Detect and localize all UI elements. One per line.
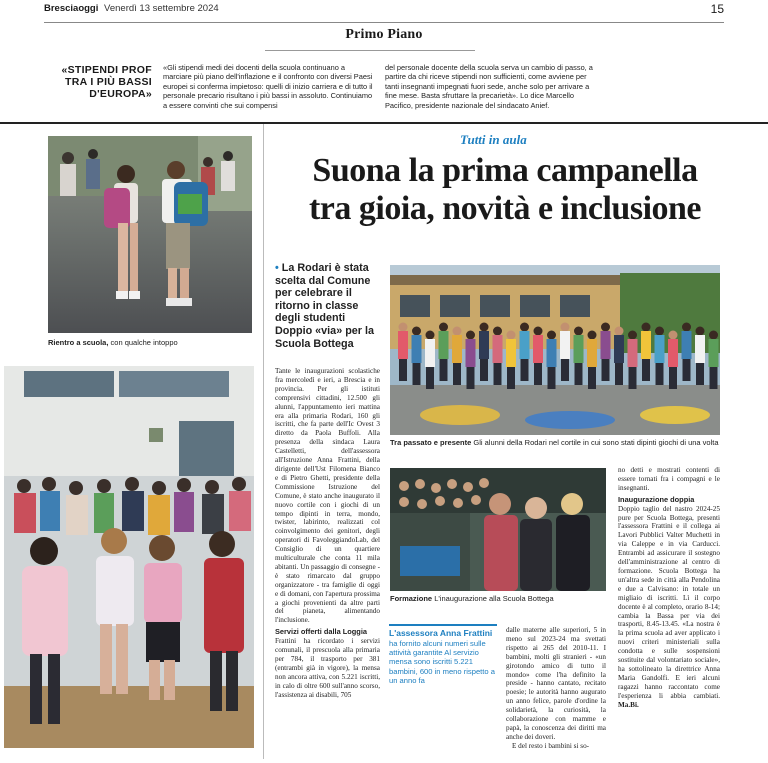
column-divider xyxy=(263,124,264,759)
article-column-3-top: no detti e mostrati contenti di essere tornati fra i compagni e le insegnanti. xyxy=(618,466,720,492)
photo-formazione xyxy=(390,468,606,591)
subhead-servizi: Servizi offerti dalla Loggia xyxy=(275,627,367,637)
caption-small xyxy=(390,594,606,603)
headline-line-1: Suona la prima campanella xyxy=(312,152,698,189)
quote-column-2: del personale docente della scuola serva un cambio di passo, a partire da chi riceve stipendi non sufficienti, come avviene per tanti insegnanti impegnati fuori sede, anche solo per arrivare a fine mese. Basta sfruttare la precarietà». Lo dice Marcello Pacifico, presidente nazionale del sindacato Anief. xyxy=(385,63,593,110)
caption-top-left xyxy=(48,338,258,347)
article-column-1-text: Tante le inaugurazioni scolastiche fra mercoledì e ieri, a Brescia e in provincia. Per gli istituti comprensivi cittadini, 12.500 gli alunni, l'appuntamento ieri mattina era alla primaria Rodari, 160 gli iscritti, che fa parte dell'Ic Ovest 3 diretto da Paola Buffoli. Alla presenza della sindaca Laura Castelletti, dell'assessora all'Istruzione Anna Frattini, della dirigente dell'Ust Filomena Bianco e di Pietro Ghetti, presidente della Commissione Istruzione del Comune, è stato anche inaugurato il nuovo cortile con i giochi di un tempo dipinti in terra, mondo, twister, labirinto, realizzati col coinvolgimento dei genitori, degli operatori di FavoleggiandoLab, del Consiglio di un quartiere multiculturale che conta 11 mila abitanti. Un passaggio di consegne - è stato rimarcato dal gruppo organizzatore - tra famiglie di oggi e di domani, con l'apertura prossima a giochi provenienti da altre parti del pianeta, alimentando l'inclusione. xyxy=(275,367,380,625)
bluebox-text: ha fornito alcuni numeri sulle attività garantite Al servizio mensa sono iscritti 5.221 bambini, 600 in meno rispetto a un anno fa xyxy=(389,639,495,685)
article-column-3-text: Doppio taglio del nastro 2024-25 pure per Scuola Bottega, presenti l'assessora Frattini e il collega ai Lavori Pubblici Valter Muchetti in via Caleppe e in via Carducci. Entrambi ad assicurare il sostegno dell'amministrazione al centro di formazione. Scuola Bottega ha un'altra sede in città alla Pendolina e due a Calvisano: in totale un migliaio di iscritti. Lì il corpo docente è al completo, orario 8-14; cambia la Bassa per via dei trasporti, 8.45-13.45. «La nostra è la prima scuola ad aver applicato i nuovi criteri ministeriali sulla condotta e sulle sospensioni sostituite dal volontariato sociale», ha sottolineato la direttrice Anna Maria Gandolfi. E ieri alcuni ragazzi hanno raccontato come l'esperienza li abbia cambiati. xyxy=(618,504,720,700)
article-column-2-end: E del resto i bambini si so- xyxy=(512,741,590,750)
article-column-3 xyxy=(618,466,720,759)
section-title: Primo Piano xyxy=(345,27,423,42)
caption-center xyxy=(390,438,730,447)
article-column-2 xyxy=(506,626,606,759)
article-summary xyxy=(275,262,377,350)
quote-column-1: «Gli stipendi medi dei docenti della scuola continuano a marciare più piano dell'inflazione e il confronto con diversi Paesi europei si conferma impietoso: quelli di inizio carriera e di tutto il personale precario risultano i più bassi in assoluto. Continuiamo a essere convinti che sui compensi xyxy=(163,63,373,110)
summary-text: La Rodari è stata scelta dal Comune per celebrare il ritorno in classe degli studenti Doppio «via» per la Scuola Bottega xyxy=(275,262,375,350)
caption-top-left-text: con qualche intoppo xyxy=(110,338,178,347)
caption-center-bold: Tra passato e presente xyxy=(390,438,472,447)
section-rule xyxy=(265,50,475,51)
photo-rientro-a-scuola xyxy=(48,136,252,333)
caption-center-text: Gli alunni della Rodari nel cortile in cui sono stati dipinti giochi di una volta xyxy=(473,438,719,447)
page-date: Venerdì 13 settembre 2024 xyxy=(104,3,219,14)
article-kicker: Tutti in aula xyxy=(460,132,527,147)
photo-classroom-children xyxy=(4,366,254,748)
article-signature: Ma.Bi. xyxy=(618,700,639,709)
page-number: 15 xyxy=(710,2,724,16)
article-column-1b-text: Frattini ha ricordato i servizi comunali, il prescuola alla primaria per 784, il trasporto per 381 (entrambi già in vigore), la mensa non ancora attiva, con 5.221 iscritti, in calo di oltre 600 sull'anno scorso, l'assistenza ai disabili, 705 xyxy=(275,637,380,699)
article-headline xyxy=(270,152,740,228)
headline-line-2: tra gioia, novità e inclusione xyxy=(308,190,702,227)
summary-bullet: • xyxy=(275,262,279,274)
caption-small-bold: Formazione xyxy=(390,594,433,603)
bluebox-title: L'assessora Anna Frattini xyxy=(389,628,493,638)
bluebox-rule xyxy=(389,624,497,626)
band-rule xyxy=(0,122,768,124)
photo-group-courtyard xyxy=(390,265,720,435)
paper-name: Bresciaoggi xyxy=(44,3,99,14)
header-rule xyxy=(44,22,724,23)
article-column-2-text: dalle materne alle superiori, 5 in meno sul 2023-24 ma svettati rispetto ai 265 del 2010-11. I bambini, molti gli stranieri - «un girotondo amico di tutto il mondo» come l'ha definito la preside - hanno cantato, recitato poesie; le autorità hanno augurato un anno felice, parole d'ordine la solidarietà, la curiosità, la collaborazione con mamme e papà, la conoscenza dei diritti ma anche dei doveri. xyxy=(506,626,606,741)
caption-top-left-bold: Rientro a scuola, xyxy=(48,338,109,347)
subhead-inaugurazione: Inaugurazione doppia xyxy=(618,494,695,504)
caption-small-text: L'inaugurazione alla Scuola Bottega xyxy=(434,594,554,603)
article-column-1 xyxy=(275,367,380,759)
quote-headline: «STIPENDI PROF TRA I PIÙ BASSI D'EUROPA» xyxy=(61,64,152,100)
page-header xyxy=(44,3,724,19)
